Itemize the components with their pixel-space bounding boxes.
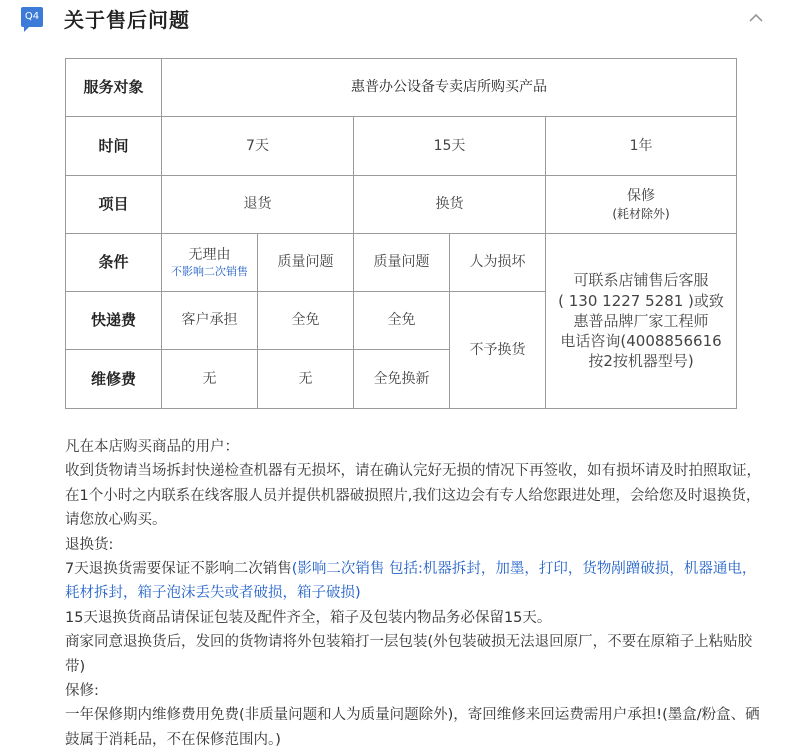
time-label: 时间 — [66, 117, 162, 176]
after-sales-notes — [65, 435, 765, 752]
ship-free-1: 全免 — [258, 292, 354, 350]
item-label: 项目 — [66, 176, 162, 234]
contact-line: 可联系店铺售后客服 — [573, 271, 709, 290]
repair-none-2: 无 — [258, 350, 354, 409]
item-repair: 保修 — [627, 187, 656, 204]
return-heading: 退换货: — [65, 536, 114, 553]
cond-no-reason-cell — [162, 234, 258, 292]
time-7-days: 7天 — [162, 117, 354, 176]
cond-quality-2: 质量问题 — [354, 234, 450, 292]
shipping-label: 快递费 — [66, 292, 162, 350]
contact-line: 电话咨询(4008856616 — [560, 332, 722, 351]
service-label: 服务对象 — [66, 59, 162, 117]
contact-line: 按2按机器型号) — [588, 352, 694, 371]
return-15-days: 15天退换货商品请保证包装及配件齐全，箱子及包装内物品务必保留15天。 — [65, 609, 552, 626]
intro-body: 收到货物请当场拆封快递检查机器有无损坏，请在确认完好无损的情况下再签收，如有损坏请及时拍照取证，在1个小时之内联系在线客服人员并提供机器破损照片,我们这边会有专人给您跟进处理，会给您及时退换货，请您放心购买。 — [65, 463, 761, 529]
warranty-body: 一年保修期内维修费用免费(非质量问题和人为质量问题除外)，寄回维修来回运费需用户承担!(墨盒/粉盒、硒鼓属于消耗品，不在保修范围内。) — [65, 707, 760, 748]
question-badge: Q4 — [21, 7, 43, 27]
return-7-prefix: 7天退换货需要保证不影响二次销售 — [65, 561, 292, 578]
cond-no-reason: 无理由 — [188, 246, 231, 263]
return-7-days — [65, 557, 765, 606]
contact-line: 惠普品牌厂家工程师 — [573, 311, 709, 330]
contact-line: ( 130 1227 5281 )或致 — [558, 291, 724, 310]
table-row-item — [66, 176, 737, 234]
warranty-heading: 保修: — [65, 683, 99, 700]
cond-quality-1: 质量问题 — [258, 234, 354, 292]
repair-none-1: 无 — [162, 350, 258, 409]
return-7-highlight: (影响二次销售 包括:机器拆封，加墨，打印，货物剐蹭破损，机器通电，耗材拆封，箱子泡沫丢失或者破损，箱子破损) — [65, 561, 757, 602]
table-row-condition — [66, 234, 737, 292]
table-row-time — [66, 117, 737, 176]
ship-free-2: 全免 — [354, 292, 450, 350]
ship-customer: 客户承担 — [162, 292, 258, 350]
item-return: 退货 — [162, 176, 354, 234]
table-row-service — [66, 59, 737, 117]
condition-label: 条件 — [66, 234, 162, 292]
item-repair-cell — [546, 176, 737, 234]
item-exchange: 换货 — [354, 176, 546, 234]
intro-heading: 凡在本店购买商品的用户： — [65, 439, 239, 455]
item-repair-note: (耗材除外) — [612, 206, 670, 221]
repair-free-new: 全免换新 — [354, 350, 450, 409]
faq-header[interactable] — [0, 0, 790, 40]
contact-info — [546, 234, 737, 409]
cond-no-reason-note: 不影响二次销售 — [171, 264, 248, 278]
chevron-up-icon[interactable] — [745, 7, 767, 29]
return-shipping: 商家同意退换货后，发回的货物请将外包装箱打一层包装(外包装破损无法退回原厂，不要在原箱子上粘贴胶带) — [65, 634, 753, 675]
repair-fee-label: 维修费 — [66, 350, 162, 409]
time-15-days: 15天 — [354, 117, 546, 176]
service-value: 惠普办公设备专卖店所购买产品 — [162, 59, 737, 117]
time-1-year: 1年 — [546, 117, 737, 176]
question-title: 关于售后问题 — [64, 8, 190, 32]
no-exchange: 不予换货 — [450, 292, 546, 409]
after-sales-table — [65, 58, 737, 409]
cond-human-damage: 人为损坏 — [450, 234, 546, 292]
